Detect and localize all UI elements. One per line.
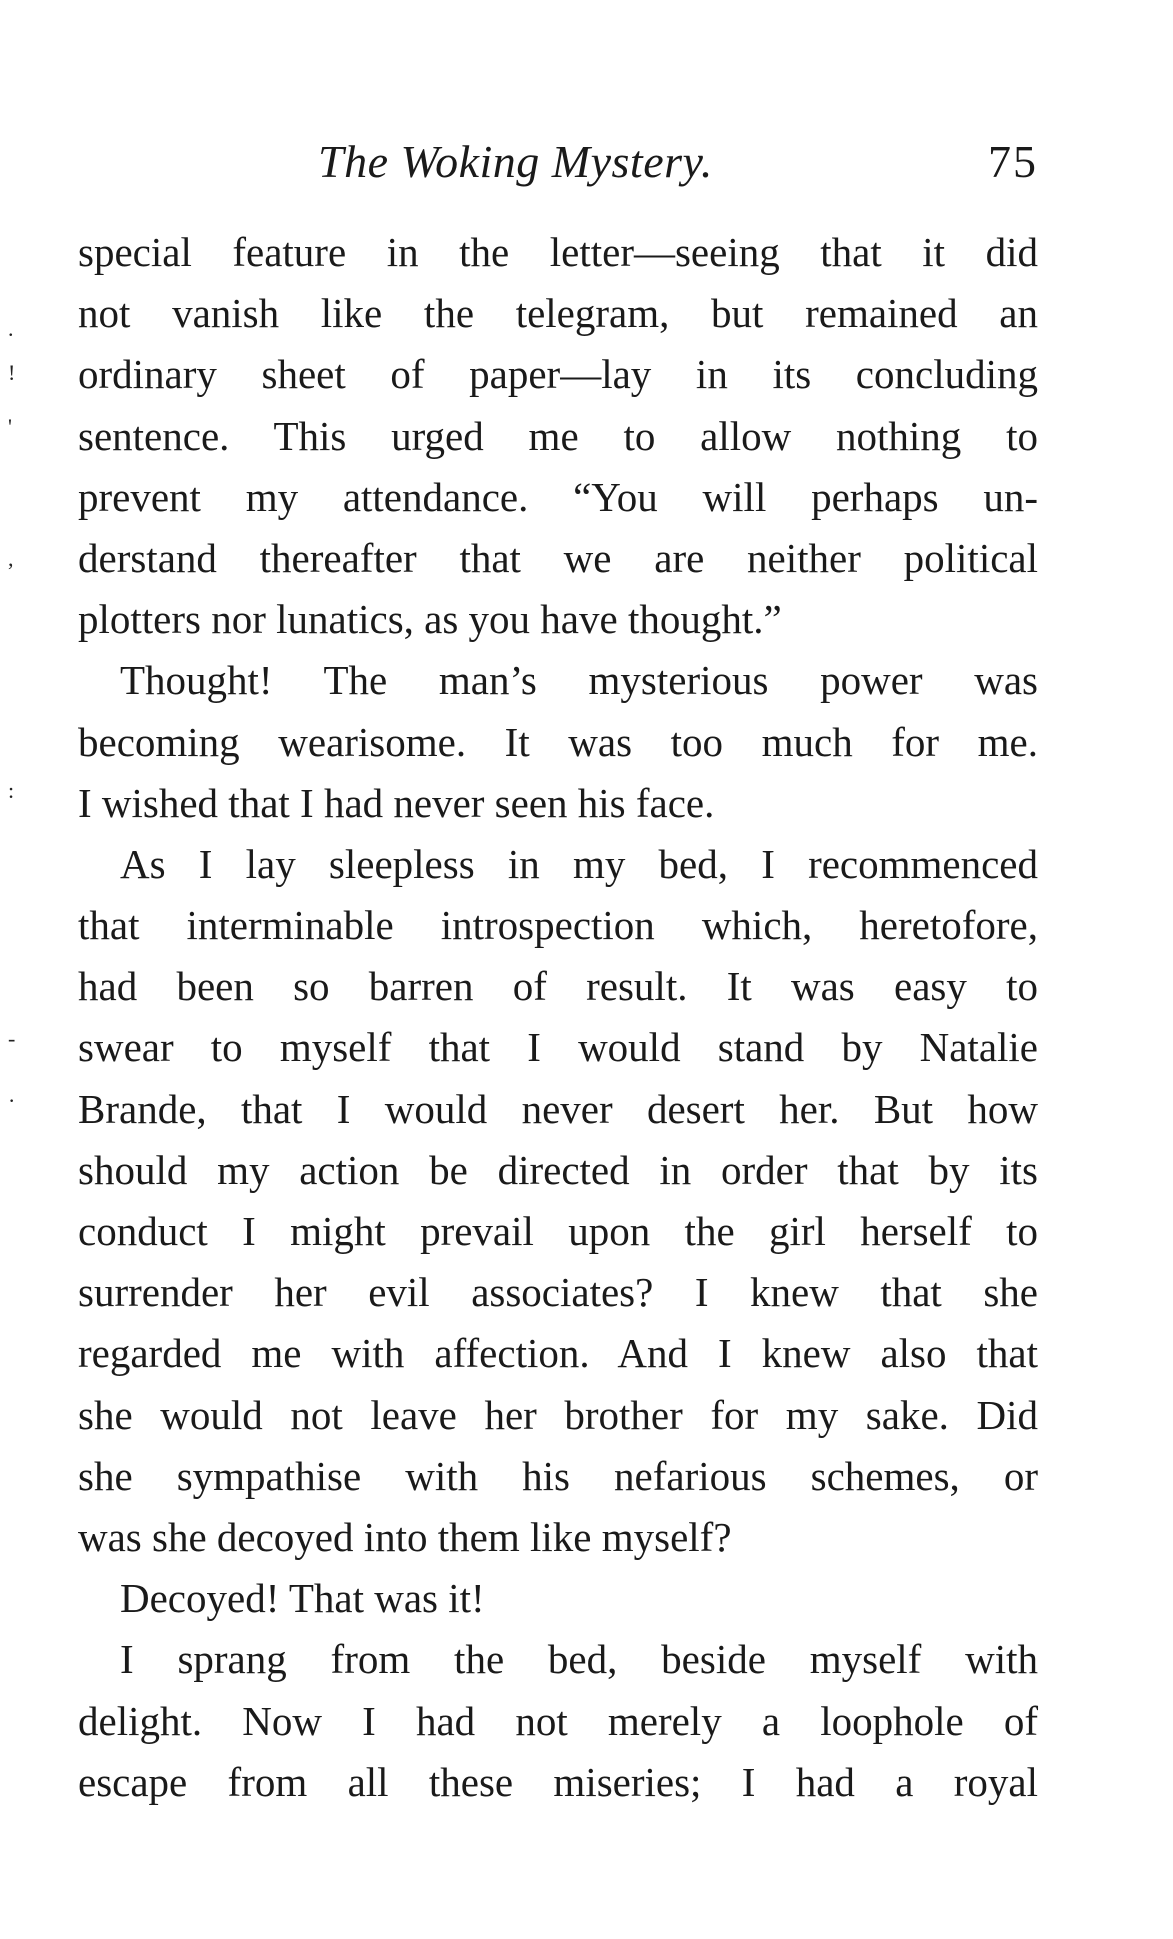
text-line: was she decoyed into them like myself? — [78, 1513, 732, 1560]
text-line: she sympathise with his nefarious schemes, or — [78, 1452, 1038, 1499]
running-head — [78, 135, 1038, 195]
text-line: plotters nor lunatics, as you have thought.” — [78, 596, 782, 643]
text-line: Thought! The man’s mysterious power was — [120, 657, 1038, 704]
text-line: conduct I might prevail upon the girl herself to — [78, 1208, 1038, 1254]
margin-scan-mark: . — [8, 316, 14, 341]
text-line: swear to myself that I would stand by Natalie — [78, 1024, 1038, 1071]
text-line: regarded me with affection. And I knew also that — [78, 1330, 1038, 1377]
text-line: escape from all these miseries; I had a royal — [78, 1758, 1038, 1805]
running-title: The Woking Mystery. — [318, 136, 713, 187]
text-line: Decoyed! That was it! — [120, 1575, 485, 1622]
text-line: derstand thereafter that we are neither political — [78, 534, 1038, 581]
text-line: prevent my attendance. “You will perhaps un- — [78, 473, 1038, 520]
text-line: she would not leave her brother for my sake. Did — [78, 1391, 1038, 1438]
body-text — [78, 222, 1038, 1813]
text-line: special feature in the letter—seeing that it did — [78, 229, 1038, 275]
paragraph — [78, 834, 1038, 1568]
margin-scan-mark: · — [8, 1088, 16, 1113]
text-line: that interminable introspection which, heretofore, — [78, 902, 1038, 949]
text-line: sentence. This urged me to allow nothing to — [78, 412, 1038, 459]
text-line: delight. Now I had not merely a loophole of — [78, 1697, 1038, 1744]
margin-scan-mark: - — [8, 1026, 16, 1051]
text-line: should my action be directed in order that by its — [78, 1146, 1038, 1193]
paragraph — [78, 650, 1038, 834]
text-line: As I lay sleepless in my bed, I recommenced — [120, 840, 1038, 887]
text-line: becoming wearisome. It was too much for me. — [78, 718, 1038, 765]
text-line: Brande, that I would never desert her. But how — [78, 1085, 1038, 1132]
margin-scan-mark: ! — [8, 360, 16, 385]
text-line: had been so barren of result. It was easy to — [78, 963, 1038, 1010]
text-line: not vanish like the telegram, but remained an — [78, 290, 1038, 337]
text-line: ordinary sheet of paper—lay in its concluding — [78, 351, 1038, 398]
text-line: I sprang from the bed, beside myself with — [120, 1636, 1038, 1683]
page-number: 75 — [988, 136, 1038, 187]
paragraph — [78, 1568, 1038, 1629]
margin-scan-mark: ' — [8, 414, 12, 439]
margin-scan-mark: : — [8, 778, 15, 803]
paragraph — [78, 1629, 1038, 1813]
text-line: surrender her evil associates? I knew that she — [78, 1269, 1038, 1316]
margin-scan-mark: , — [8, 546, 14, 571]
paragraph — [78, 222, 1038, 650]
text-line: I wished that I had never seen his face. — [78, 779, 715, 826]
